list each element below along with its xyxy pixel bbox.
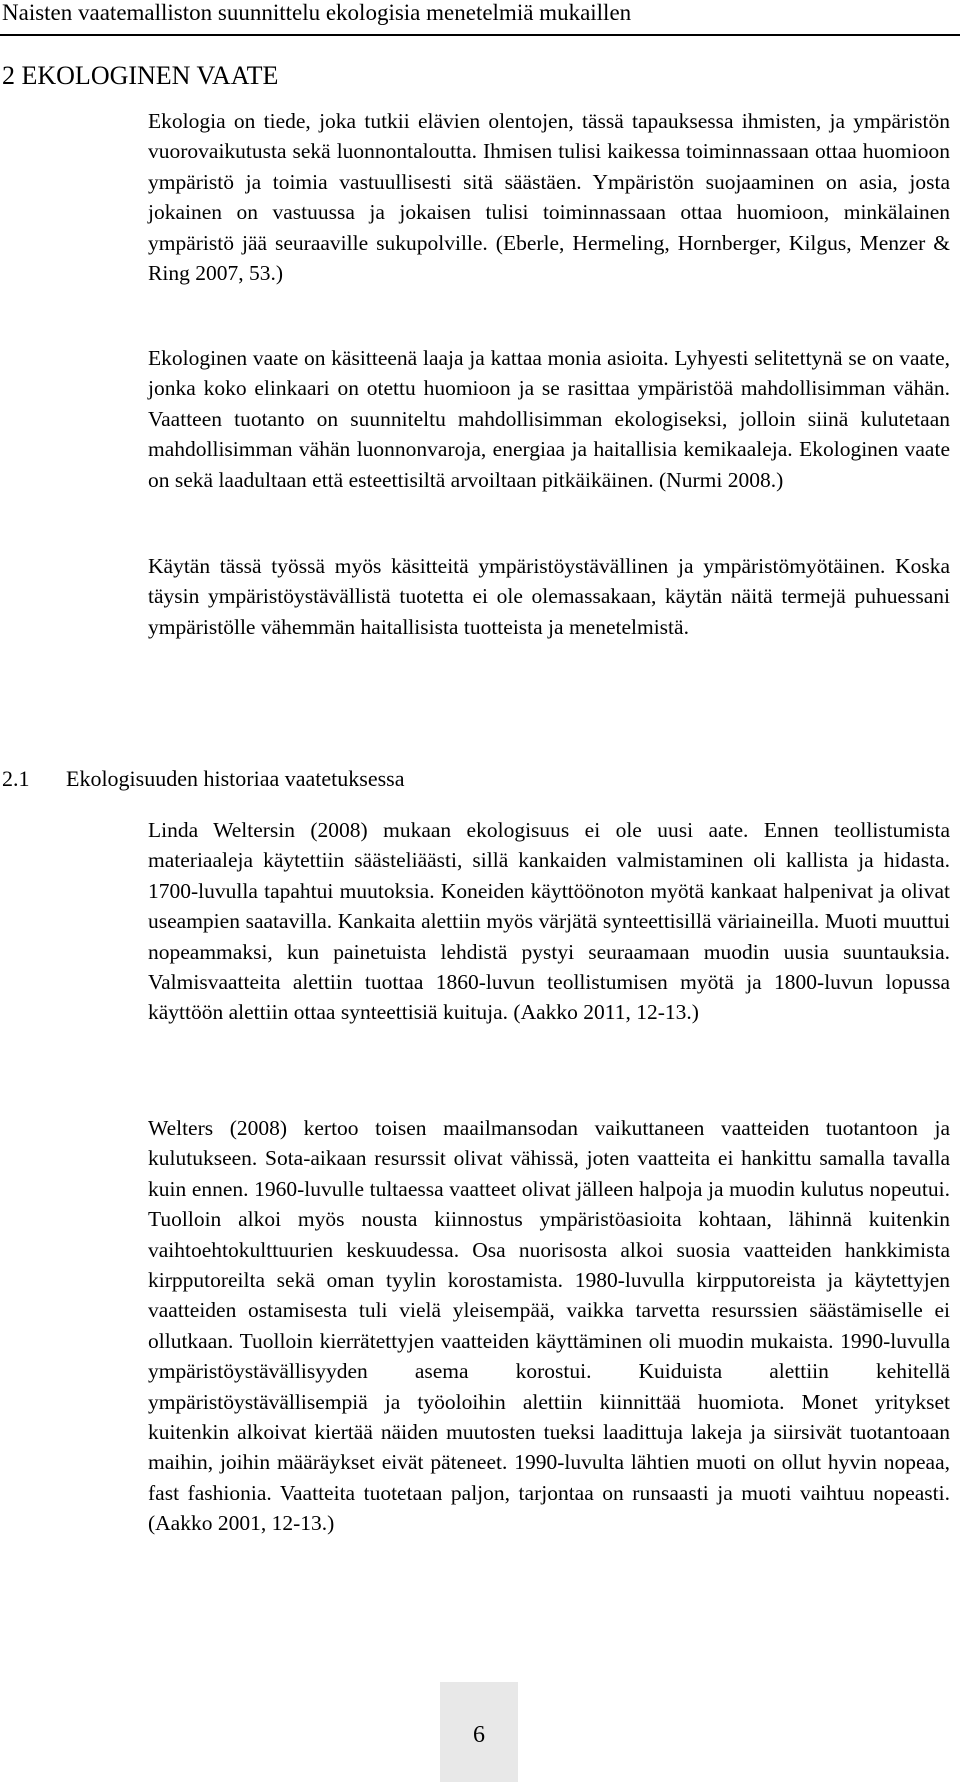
chapter-heading: 2 EKOLOGINEN VAATE [2,61,279,90]
paragraph-ekologinen-vaate: Ekologinen vaate on käsitteenä laaja ja kattaa monia asioita. Lyhyesti selitettynä se on vaate, jonka koko elinkaari on otettu huomioon ja se rasittaa ympäristöä mahdollisimman vähän. Vaatteen tuotanto on suunniteltu mahdollisimman ekologiseksi, jolloin siinä kulutetaan mahdollisimman vähän luonnonvaroja, energiaa ja haitallisia kemikaaleja. Ekologinen vaate on sekä laadultaan että esteettisiltä arvoiltaan pitkäikäinen. (Nurmi 2008.) [148,346,950,492]
section-title: Ekologisuuden historiaa vaatetuksessa [66,766,405,791]
paragraph-welters-sodanjalkeen: Welters (2008) kertoo toisen maailmansodan vaikuttaneen vaatteiden tuotantoon ja kulutukseen. Sota-aikaan resurssit olivat vähissä, joten vaatteita ei hankittu samalla tavalla kuin ennen. 1960-luvulle tultaessa vaatteet olivat jälleen halpoja ja muodin kulutus nopeutui. Tuolloin alkoi myös nousta kiinnostus ympäristöasioita kohtaan, lähinnä kuitenkin vaihtoehtokulttuurien keskuudessa. Osa nuorisosta alkoi suosia vaatteiden hankkimista kirpputoreilta sekä oman tyylin korostamista. 1980-luvulla kirpputoreista ja käytettyjen vaatteiden ostamisesta tuli vielä yleisempää, vaikka tarvetta resurssien säästämiselle ei ollutkaan. Tuolloin kierrätettyjen vaatteiden käyttäminen oli muodin mukaista. 1990-luvulla ympäristöystävällisyyden asema korostui. Kuiduista alettiin kehitellä ympäristöystävällisempiä ja työoloihin alettiin kiinnittää huomiota. Monet yritykset kuitenkin alkoivat kiertää näiden muutosten tueksi laadittuja lakeja ja siirsivät tuotantoaan maihin, joihin määräykset eivät päteneet. 1990-luvulta lähtien muoti on ollut hyvin nopeaa, fast fashionia. Vaatteita tuotetaan paljon, tarjontaa on runsaasti ja muoti vaihtuu nopeasti. (Aakko 2001, 12-13.) [148,1116,950,1536]
paragraph-kasitteet: Käytän tässä työssä myös käsitteitä ympäristöystävällinen ja ympäristömyötäinen. Koska täysin ympäristöystävällistä tuotetta ei ole olemassakaan, käytän näitä termejä puhuessani ympäristölle vähemmän haitallisista tuotteista ja menetelmistä. [148,554,950,639]
section-number: 2.1 [2,766,30,791]
section-heading [2,765,404,793]
page-number [440,1682,518,1782]
paragraph-ekologia-definition: Ekologia on tiede, joka tutkii elävien olentojen, tässä tapauksessa ihmisten, ja ympäristön vuorovaikutusta sekä luonnontaloutta. Ihmisen tulisi kaikessa toiminnassaan ottaa huomioon ympäristö ja toimia vastuullisesti sitä säästäen. Ympäristön suojaaminen on asia, josta jokainen on vastuussa ja jokaisen tulisi toiminnassaan ottaa huomioon, minkälainen ympäristö jää seuraaville sukupolville. (Eberle, Hermeling, Hornberger, Kilgus, Menzer & Ring 2007, 53.) [148,109,950,286]
paragraph-weltersin-historia: Linda Weltersin (2008) mukaan ekologisuus ei ole uusi aate. Ennen teollistumista materiaaleja käytettiin säästeliäästi, sillä kankaiden valmistaminen oli kallista ja hidasta. 1700-luvulla tapahtui muutoksia. Koneiden käyttöönoton myötä kankaat halpenivat ja olivat useampien saatavilla. Kankaita alettiin myös värjätä synteettisillä väriaineilla. Muoti muuttui nopeammaksi, kun painetuista lehdistä pystyi seuraamaan muodin uusia suuntauksia. Valmisvaatteita alettiin tuottaa 1860-luvun teollistumisen myötä ja 1800-luvun lopussa käyttöön alettiin ottaa synteettisiä kuituja. (Aakko 2011, 12-13.) [148,818,950,1025]
running-header [0,0,960,36]
running-header-title: Naisten vaatemalliston suunnittelu ekologisia menetelmiä mukaillen [2,0,632,25]
page-number-label: 6 [473,1722,485,1748]
